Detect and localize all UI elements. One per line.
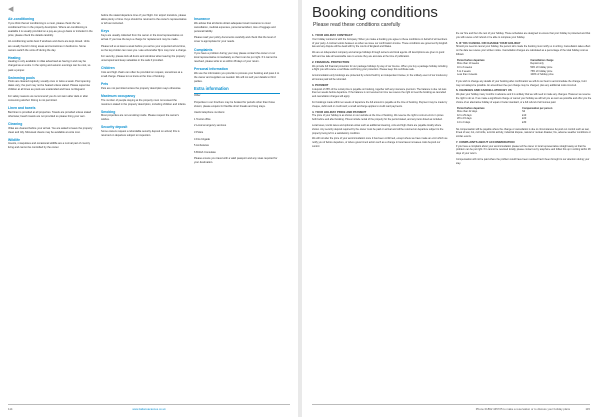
- section-heading: 7. COMPLAINTS ABOUT ACCOMMODATION: [456, 139, 515, 144]
- table-cell: 75% of holiday price: [530, 69, 553, 73]
- page-subtitle: Please read these conditions carefully: [313, 22, 401, 28]
- paragraph: We are an independent company and arrange holidays through owners and local agents. All descriptions are given in good faith and we take all reasonable care to ensure they are accurate at the time of publication.: [312, 51, 445, 58]
- paragraph: Cots and high chairs can often be provided on request, sometimes at a small charge. Please let us know at the time of booking.: [101, 71, 183, 79]
- paragraph: Useful telephone numbers:: [194, 111, 225, 115]
- left-column-3: [194, 14, 280, 168]
- table-cell: Cancellation charge: [530, 58, 554, 62]
- table-row: [456, 121, 592, 125]
- paragraph: Heating is only available in villas advertised as having it and may be charged as an extra. In the spring and autumn evenings can be cool, so pack a jumper.: [8, 60, 91, 72]
- paragraph: No compensation will be payable where the change or cancellation is due to circumstances beyond our control such as war, threat of war, riot, civil strife, terrorist activity, industrial dispute, natural or nuclear disaster, fire, adverse weather conditions or similar events.: [456, 127, 591, 139]
- contact-line: Phone 01892 445725 to make a reservation or to discuss your holiday plans: [475, 407, 570, 411]
- paragraph: Pets are not permitted unless the property description says otherwise.: [101, 86, 182, 90]
- paragraph: Air-conditioning works best if windows and doors are kept closed. Units are usually found in living areas and sometimes in bedrooms. Some owners switch the units off during the day.: [8, 40, 90, 52]
- table-cell: 50% of holiday price: [530, 65, 553, 69]
- paragraph: For security, please lock all doors and windows when leaving the property unoccupied and keep valuables in the safe if provided.: [101, 55, 186, 63]
- paragraph: If you wish to change any details of your booking after confirmation we will do our best to accommodate the change, but it may not always be possible. An amendment fee per change may be charged, plus any additional costs incurred.: [456, 79, 587, 87]
- section-heading: Linen and towels: [8, 106, 36, 111]
- paragraph: Other: [194, 93, 201, 97]
- table-cell: Nil: [522, 110, 526, 114]
- paragraph: 6 British Consulate: [194, 150, 216, 154]
- table-cell: £20: [522, 117, 527, 121]
- paragraph: Your holiday contract is with the Company. When you make a booking you agree to these conditions on behalf of all members of your party. A contract exists between us when we issue our confirmation invoice. These conditions are governed by English law and any dispute will be dealt with by the courts of England and Wales.: [312, 37, 448, 49]
- right-page: [302, 0, 600, 417]
- paragraph: Some owners request a refundable security deposit on arrival; this is returned on departure subject to inspection.: [101, 130, 180, 138]
- section-heading: 3. PAYMENT: [312, 82, 329, 87]
- paragraph: Insects, mosquitoes and occasional wildlife are a normal part of country living and cannot be controlled by the owner.: [8, 142, 91, 150]
- back-arrow-icon[interactable]: ◀: [8, 6, 14, 13]
- section-heading: 5. IF YOU CANCEL OR CHANGE YOUR HOLIDAY: [456, 40, 521, 45]
- paragraph: Properties in our brochure may be booked for periods other than those shown; please enquire for flexible short breaks and long stays.: [194, 100, 275, 108]
- section-heading: Cleaning: [8, 121, 23, 126]
- left-page: [0, 0, 298, 417]
- section-heading: Keys: [101, 29, 110, 34]
- paragraph: Bed linen is provided at all properties. Towels are provided unless stated otherwise; beach towels are not provided so please bring your own.: [8, 110, 91, 118]
- paragraph: If you have a complaint about your accommodation please tell the owner or local representative straight away so that the problem can be put right. If it cannot be resolved locally, please contact us by telephone and follow this up in writing within 28 days of your return.: [456, 144, 591, 156]
- table-cell: More than 42 days: [457, 110, 478, 114]
- section-heading: Children: [101, 66, 115, 71]
- table-cell: Deposit only: [530, 62, 544, 66]
- paragraph: Please tell us at least a week before you arrive your expected arrival time, so the key-holder can meet you. Late arrival after 8pm may incur a charge.: [101, 44, 187, 52]
- paragraph: For bookings made within ten weeks of departure the full amount is payable at the time of booking. Payment may be made by cheque, debit card or credit card; a small surcharge applies to credit card payments.: [312, 100, 448, 108]
- paragraph: Most properties are non-smoking inside. Please respect the owner's wishes.: [101, 114, 179, 122]
- paragraph: Local taxes, tourist taxes and optional extras such as additional cleaning, cots and high chairs are payable locally where shown. Any security deposit required by the owner must be paid on arrival and will be returned on departure subject to the property being left in a satisfactory condition.: [312, 123, 444, 135]
- table-cell: 10 to 6 weeks: [457, 65, 473, 69]
- paragraph: For safety reasons we recommend you do not swim after dark or after consuming alcohol. Diving is not permitted.: [8, 95, 89, 103]
- paragraph: Pools are cleaned regularly, usually once or twice a week. Pool opening dates vary; the pool may not be heated unless stated. Please supervise children at all times as pools are unattended and have no lifeguard.: [8, 80, 91, 92]
- table-cell: Less than 4 weeks: [457, 73, 478, 77]
- section-heading: Personal information: [194, 67, 228, 72]
- paragraph: Accommodation-only bookings are protected by a bond held by an independent trustee; in the unlikely event of our insolvency all monies paid will be refunded.: [312, 74, 448, 81]
- paragraph: 3 Police: [194, 130, 204, 134]
- paragraph: 5 Ambulance: [194, 144, 209, 148]
- right-footer: [312, 404, 590, 413]
- section-heading: Air-conditioning: [8, 17, 35, 21]
- paragraph: We will not alter the price of your accommodation once it has been confirmed, except where we have made an error which we notify you of before departure, or where government action such as a change in local taxes increases costs beyond our control.: [312, 137, 448, 148]
- paragraph: If you have a problem during your stay please contact the owner or our local representative immediately so that it can be put right. If it cannot be resolved, please write to us within 28 days of your return.: [194, 52, 278, 64]
- paragraph: the car hire and then the rest of your holiday. These schedules are designed to ensure that your holiday is protected and that you will receive a full refund or be able to complete your holiday.: [456, 32, 591, 39]
- section-heading: Security deposit: [101, 125, 128, 130]
- paragraph: A deposit of 25% of the rental price is payable on booking, together with any insurance premium. The balance is due not less than ten weeks before departure. If the balance is not received on time we reserve the right to treat the booking as cancelled and cancellation charges will apply.: [312, 87, 447, 99]
- section-heading: 4. YOUR HOLIDAY PRICE AND PAYMENT: [312, 109, 367, 114]
- table-cell: £30: [522, 120, 527, 124]
- section-heading: Complaints: [194, 47, 213, 52]
- right-column-2: [456, 32, 592, 168]
- table-cell: Compensation per person: [522, 106, 553, 110]
- section-heading: 1. YOUR HOLIDAY CONTRACT: [312, 33, 353, 37]
- paragraph: Please read your policy documents carefully and check that the level of cover is appropriate for your needs.: [194, 36, 276, 44]
- section-heading: 2. FINANCIAL PROTECTION: [312, 59, 350, 64]
- right-column-1: [312, 32, 448, 151]
- paragraph: Keys are usually collected from the owner or the local representative on arrival. If you lose the keys a charge for replacement may be made.: [101, 33, 184, 41]
- paragraph: before the stated departure time of your flight. For airport transfers, please allow plenty of time. Keys should be returned to the owner's representative or left as instructed.: [101, 14, 187, 26]
- charges-table: [456, 107, 592, 125]
- left-column-2: [101, 14, 187, 141]
- paragraph: Please ensure you travel with a valid passport and any visas required for your destination.: [194, 157, 278, 165]
- paragraph: We plan your holiday many months in advance and it is unlikely that we will need to make any changes. However we reserve the right to do so. If we make a significant change or cancel your holiday we will tell you as soon as possible and offer you the choice of an alternative holiday of equal or better standard, or a full refund of all monies paid.: [456, 93, 592, 104]
- table-cell: Period before departure: [457, 106, 485, 110]
- left-footer: [8, 404, 290, 413]
- paragraph: The number of people staying at the property must not exceed the maximum stated in the property description, including children and infants.: [101, 98, 187, 106]
- table-cell: 28 to 15 days: [457, 117, 472, 121]
- website-url[interactable]: www.italianvacances.co.uk: [132, 407, 166, 411]
- paragraph: Villas are cleaned before your arrival. You are asked to leave the property clean and tidy. Mid-week cleans may be available at extra cost.: [8, 126, 93, 134]
- table-cell: More than 10 weeks: [457, 62, 479, 66]
- table-cell: £10: [522, 113, 527, 117]
- paragraph: Should you need to cancel your holiday, the person who made the booking must notify us in writing. Cancellation takes effect on the date we receive your written notice. Cancellation charges are calculated as a percentage of the total holiday cost as follows:: [456, 45, 591, 56]
- table-cell: 42 to 29 days: [457, 113, 472, 117]
- section-heading: 6. CHANGES AND CANCELLATION BY US: [456, 88, 512, 93]
- section-heading: Swimming pools: [8, 75, 35, 80]
- page-number-right: 115: [585, 407, 590, 411]
- paragraph: If you think that air conditioning is a must, please check the 'air-conditioned' box in the property description. Where air-conditioning is available it is usually provided on a pay-as-you-go basis or included in the price; please check the details carefully.: [8, 21, 93, 37]
- table-cell: 6 to 4 weeks: [457, 69, 471, 73]
- table-cell: 100% of holiday price: [530, 73, 554, 77]
- section-heading: Heating: [8, 55, 21, 60]
- section-heading: Maximum occupancy: [101, 93, 136, 98]
- section-heading: Extra information: [194, 87, 280, 94]
- paragraph: 1 Tourist office: [194, 117, 211, 121]
- paragraph: The price of your holiday is as shown on our website at the time of booking. We reserve the right to correct errors in prices both before and after booking. Prices include rental of the property for the period stated, and any items listed as included.: [312, 114, 444, 122]
- paragraph: We advise that all clients obtain adequate travel insurance to cover cancellation, medical expenses, personal accident, loss of luggage and personal liability.: [194, 21, 276, 33]
- section-heading: Insurance: [194, 17, 211, 21]
- page-number-left: 114: [8, 407, 13, 411]
- section-heading: Smoking: [101, 109, 116, 114]
- table-cell: Period before departure: [457, 58, 485, 62]
- paragraph: Compensation will not be paid where the problem could have been resolved had it been brought to our attention during your stay.: [456, 158, 590, 165]
- left-column-1: [8, 14, 94, 153]
- table-row: [456, 73, 592, 77]
- paragraph: 4 Fire brigade: [194, 137, 211, 141]
- table-cell: 14 to 0 days: [457, 120, 471, 124]
- charges-table: [456, 59, 592, 77]
- paragraph: We use the information you provide to process your booking and pass it to the owner and suppliers as needed. We will not sell your details to third parties.: [194, 72, 280, 84]
- paragraph: 2 Local emergency services: [194, 124, 227, 128]
- section-heading: Pets: [101, 82, 109, 87]
- page-title: Booking conditions: [312, 4, 438, 21]
- paragraph: We provide full financial protection for our package holidays by way of our licence. When you buy a package holiday including a flight you will receive a certificate confirming your protection. Please keep this certificate safe.: [312, 64, 448, 72]
- section-heading: Wildlife: [8, 137, 21, 142]
